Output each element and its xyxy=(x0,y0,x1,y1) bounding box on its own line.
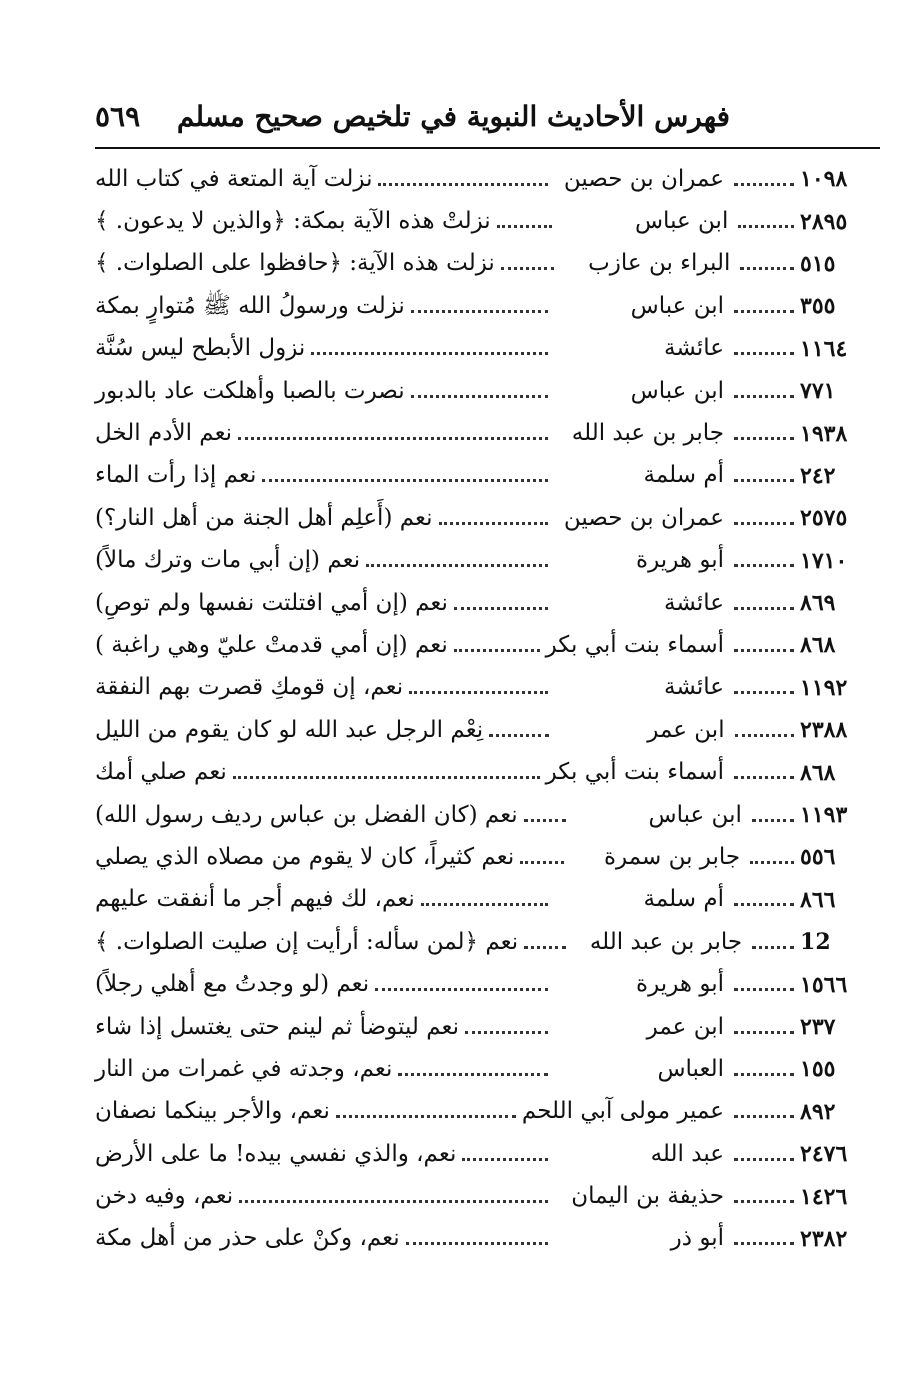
dot-leader xyxy=(311,342,548,355)
hadith-text: نصرت بالصبا وأهلكت عاد بالدبور xyxy=(95,377,405,404)
hadith-number: ١١٩٣ xyxy=(800,802,848,829)
narrator-name: أبو هريرة xyxy=(636,971,724,998)
dot-leader xyxy=(734,1190,794,1203)
hadith-text: نعم، والأجر بينكما نصفان xyxy=(95,1098,330,1125)
dot-leader xyxy=(406,1232,548,1245)
header-rule xyxy=(95,147,880,149)
narrator-name: البراء بن عازب xyxy=(588,250,731,277)
index-row xyxy=(95,1175,870,1217)
dot-leader xyxy=(520,851,564,864)
narrator-name: ابن عمر xyxy=(646,1013,724,1040)
index-row xyxy=(95,455,870,497)
dot-leader xyxy=(262,469,548,482)
hadith-text: نعم ليتوضأ ثم لينم حتى يغتسل إذا شاء xyxy=(95,1013,460,1040)
hadith-text: نعم كثيراً، كان لا يقوم من مصلاه الذي يصلي xyxy=(95,843,515,870)
dot-leader xyxy=(375,978,548,991)
dot-leader xyxy=(734,300,794,313)
narrator-name: العباس xyxy=(657,1055,724,1082)
narrator-name: عمران بن حصين xyxy=(563,165,724,192)
dot-leader xyxy=(398,1063,548,1076)
narrator-name: ابن عباس xyxy=(634,208,729,235)
index-row xyxy=(95,540,870,582)
index-row xyxy=(95,200,870,242)
hadith-number: ٢٣٨٢ xyxy=(800,1225,848,1252)
hadith-text: نزلت هذه الآية: ﴿حافظوا على الصلوات. ﴾ xyxy=(95,250,495,277)
dot-leader xyxy=(462,1148,548,1161)
page-header xyxy=(95,88,730,144)
dot-leader xyxy=(734,893,794,906)
index-row xyxy=(95,285,870,327)
hadith-text: نعم إذا رأت الماء xyxy=(95,462,257,489)
dot-leader xyxy=(501,257,555,270)
index-row xyxy=(95,1133,870,1175)
index-row xyxy=(95,158,870,200)
page-title: فهرس الأحاديث النبوية في تلخيص صحيح مسلم xyxy=(176,99,730,133)
narrator-name: جابر بن سمرة xyxy=(603,843,741,870)
hadith-index-list xyxy=(95,158,870,1260)
index-row xyxy=(95,243,870,285)
index-row xyxy=(95,963,870,1005)
dot-leader xyxy=(734,1063,794,1076)
dot-leader xyxy=(734,427,794,440)
dot-leader xyxy=(465,1021,548,1034)
dot-leader xyxy=(752,809,794,822)
dot-leader xyxy=(734,1232,794,1245)
hadith-number: ٨٦٩ xyxy=(800,590,836,617)
narrator-name: أبو ذر xyxy=(670,1225,724,1252)
narrator-name: جابر بن عبد الله xyxy=(571,420,724,447)
narrator-name: عائشة xyxy=(664,589,724,616)
hadith-text: نِعْم الرجل عبد الله لو كان يقوم من الليل xyxy=(95,716,484,743)
hadith-number: 12 xyxy=(800,929,831,956)
hadith-number: ١٥٥ xyxy=(800,1056,836,1083)
hadith-text: نعم ﴿لمن سأله: أرأيت إن صليت الصلوات. ﴾ xyxy=(95,928,519,955)
index-row xyxy=(95,624,870,666)
hadith-number: ٢٤٧٦ xyxy=(800,1141,848,1168)
page-number: ٥٦٩ xyxy=(95,99,141,133)
hadith-text: نعم، وفيه دخن xyxy=(95,1183,234,1210)
hadith-number: ١٧١٠ xyxy=(800,547,848,574)
hadith-number: ٢٣٨٨ xyxy=(800,717,848,744)
index-row xyxy=(95,667,870,709)
hadith-text: نعم، لك فيهم أجر ما أنفقت عليهم xyxy=(95,886,415,913)
hadith-number: ٢٣٧ xyxy=(800,1014,836,1040)
hadith-text: نعم (إن أمي افتلتت نفسها ولم توصِ) xyxy=(95,589,448,616)
hadith-text: نعم الأدم الخل xyxy=(95,420,233,447)
dot-leader xyxy=(738,215,794,228)
dot-leader xyxy=(740,257,794,270)
dot-leader xyxy=(734,597,794,610)
hadith-text: نعم (كان الفضل بن عباس رديف رسول الله) xyxy=(95,801,518,828)
hadith-number: ٢٤٢ xyxy=(800,462,836,489)
index-row xyxy=(95,1006,870,1048)
index-row xyxy=(95,836,870,878)
hadith-number: ٨٦٨ xyxy=(800,759,836,786)
hadith-number: ٥٥٦ xyxy=(800,844,836,871)
dot-leader xyxy=(734,342,794,355)
dot-leader xyxy=(734,1148,794,1161)
dot-leader xyxy=(454,639,540,652)
dot-leader xyxy=(734,554,794,567)
narrator-name: أسماء بنت أبي بكر xyxy=(545,759,724,786)
index-row xyxy=(95,497,870,539)
hadith-text: نعم، وكنْ على حذر من أهل مكة xyxy=(95,1225,400,1252)
dot-leader xyxy=(734,639,794,652)
narrator-name: ابن عباس xyxy=(648,801,742,828)
dot-leader xyxy=(497,215,553,228)
hadith-number: ٨٦٨ xyxy=(800,632,836,659)
narrator-name: أم سلمة xyxy=(643,886,724,913)
hadith-number: ١١٦٤ xyxy=(800,335,848,362)
hadith-number: ٢٥٧٥ xyxy=(800,505,848,532)
hadith-text: نعم صلي أمك xyxy=(95,759,227,786)
dot-leader xyxy=(411,385,548,398)
dot-leader xyxy=(734,1105,794,1118)
index-row xyxy=(95,1091,870,1133)
dot-leader xyxy=(752,936,794,949)
narrator-name: أسماء بنت أبي بكر xyxy=(545,631,724,658)
dot-leader xyxy=(524,936,566,949)
dot-leader xyxy=(735,724,794,737)
narrator-name: حذيفة بن اليمان xyxy=(571,1183,724,1210)
index-row xyxy=(95,879,870,921)
index-row xyxy=(95,1218,870,1260)
hadith-text: نعم (أَعلِم أهل الجنة من أهل النار؟) xyxy=(95,504,433,531)
dot-leader xyxy=(734,512,794,525)
hadith-number: ٥١٥ xyxy=(800,250,836,277)
hadith-text: نزول الأبطح ليس سُنَّة xyxy=(95,335,306,362)
hadith-number: ١٠٩٨ xyxy=(800,166,848,193)
hadith-text: نعم، والذي نفسي بيده! ما على الأرض xyxy=(95,1140,457,1167)
dot-leader xyxy=(524,809,566,822)
index-row xyxy=(95,921,870,963)
hadith-text: نعم، وجدته في غمرات من النار xyxy=(95,1055,393,1082)
narrator-name: عمران بن حصين xyxy=(563,504,724,531)
dot-leader xyxy=(489,724,548,737)
hadith-number: ٧٧١ xyxy=(800,378,836,405)
hadith-text: نعم (لو وجدتُ مع أهلي رجلاً) xyxy=(95,971,370,998)
dot-leader xyxy=(734,469,794,482)
hadith-text: نعم (إن أمي قدمتْ عليّ وهي راغبة ) xyxy=(95,631,448,658)
dot-leader xyxy=(734,385,794,398)
narrator-name: عائشة xyxy=(664,674,724,701)
dot-leader xyxy=(750,851,794,864)
narrator-name: عائشة xyxy=(664,335,724,362)
hadith-number: ١٤٢٦ xyxy=(800,1183,848,1210)
dot-leader xyxy=(421,893,548,906)
index-row xyxy=(95,582,870,624)
hadith-text: نزلت ورسولُ الله ﷺ مُتوارٍ بمكة xyxy=(95,292,405,319)
index-row xyxy=(95,1048,870,1090)
narrator-name: ابن عباس xyxy=(630,377,724,404)
index-row xyxy=(95,794,870,836)
dot-leader xyxy=(411,300,548,313)
dot-leader xyxy=(734,681,794,694)
hadith-number: ٢٨٩٥ xyxy=(800,208,848,235)
narrator-name: ابن عباس xyxy=(630,292,724,319)
hadith-text: نزلتْ هذه الآية بمكة: ﴿والذين لا يدعون. ﴾ xyxy=(95,208,491,235)
dot-leader xyxy=(366,554,548,567)
hadith-number: ٣٥٥ xyxy=(800,293,836,320)
dot-leader xyxy=(454,597,548,610)
narrator-name: أبو هريرة xyxy=(636,547,724,574)
dot-leader xyxy=(378,173,548,186)
dot-leader xyxy=(233,766,540,779)
dot-leader xyxy=(238,427,548,440)
index-row xyxy=(95,709,870,751)
dot-leader xyxy=(734,978,794,991)
hadith-number: ١١٩٢ xyxy=(800,674,848,701)
index-row xyxy=(95,328,870,370)
hadith-text: نعم، إن قومكِ قصرت بهم النفقة xyxy=(95,674,404,701)
hadith-number: ٨٦٦ xyxy=(800,886,836,913)
dot-leader xyxy=(336,1105,516,1118)
narrator-name: عمير مولى آبي اللحم xyxy=(521,1098,724,1125)
narrator-name: أم سلمة xyxy=(643,462,724,489)
dot-leader xyxy=(409,681,548,694)
index-row xyxy=(95,751,870,793)
hadith-text: نزلت آية المتعة في كتاب الله xyxy=(95,165,373,192)
narrator-name: عبد الله xyxy=(650,1140,724,1167)
dot-leader xyxy=(734,1021,794,1034)
index-row xyxy=(95,370,870,412)
narrator-name: ابن عمر xyxy=(647,716,725,743)
dot-leader xyxy=(239,1190,548,1203)
dot-leader xyxy=(734,766,794,779)
hadith-number: ١٥٦٦ xyxy=(800,971,848,998)
dot-leader xyxy=(439,512,548,525)
dot-leader xyxy=(734,173,794,186)
index-row xyxy=(95,412,870,454)
narrator-name: جابر بن عبد الله xyxy=(589,928,743,955)
hadith-number: ٨٩٢ xyxy=(800,1098,836,1125)
hadith-text: نعم (إن أبي مات وترك مالاً) xyxy=(95,547,361,574)
hadith-number: ١٩٣٨ xyxy=(800,420,848,447)
